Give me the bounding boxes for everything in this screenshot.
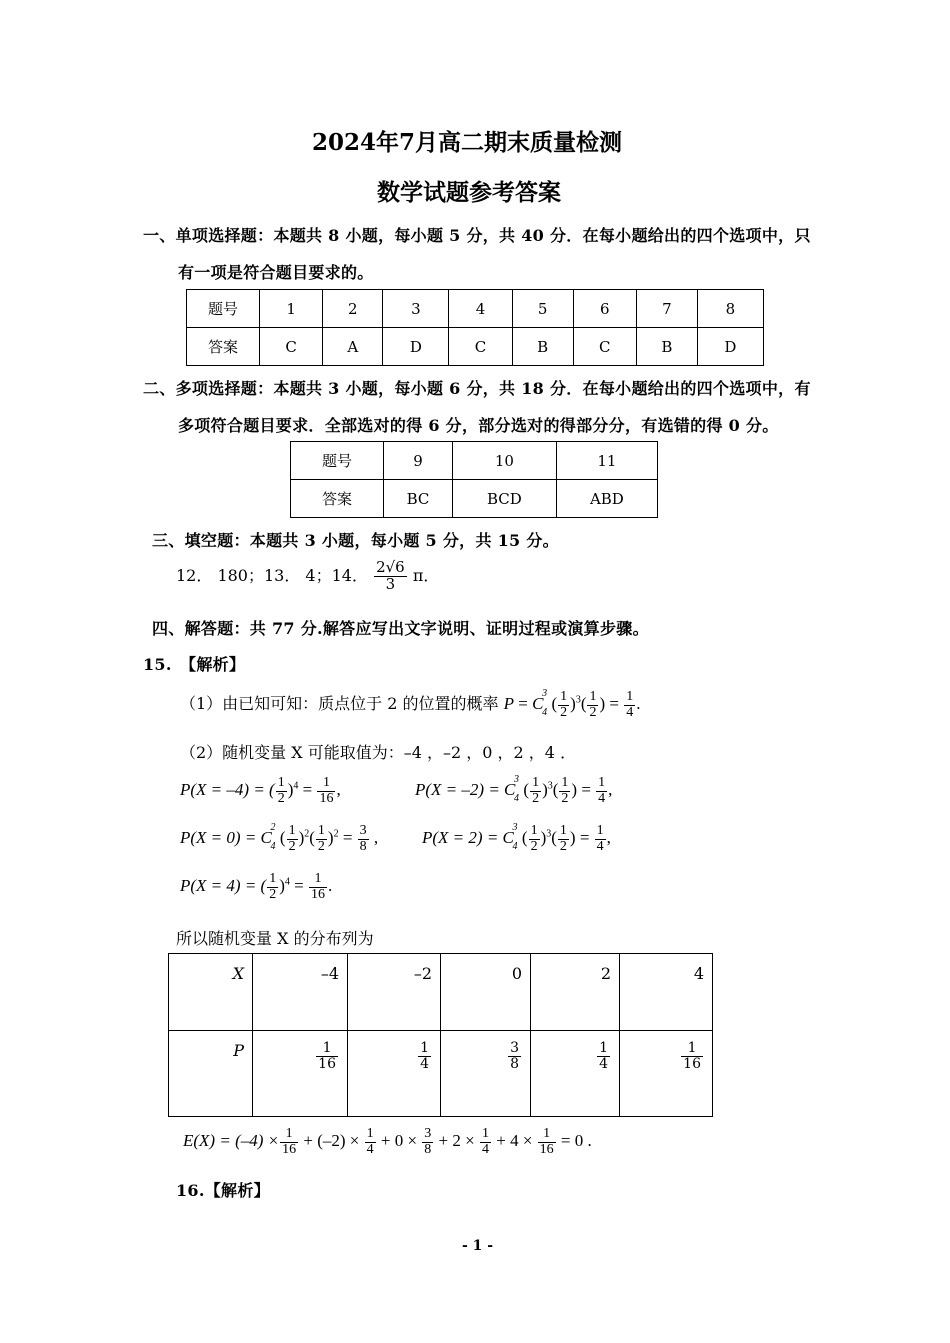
question-number: 2 bbox=[323, 290, 383, 328]
question-number: 4 bbox=[449, 290, 512, 328]
question-number: 6 bbox=[573, 290, 636, 328]
fraction-q14: $\frac{2√6}{3}$ bbox=[376, 558, 405, 593]
eq-p-0: P(X = 0) = C 2 4 ( $\frac{1}{2}$ )$^2$( $\frac{1}{2}$ )$^2$ = $\frac{3}{8}$ , bbox=[180, 822, 379, 854]
x-value: –4 bbox=[253, 954, 348, 1031]
q15-part2: （2）随机变量 X 可能取值为：–4 ，–2 ，0 ，2 ，4 ． bbox=[180, 743, 577, 762]
p-value: $\frac{1}{16}$ bbox=[253, 1031, 348, 1117]
answer-cell: B bbox=[512, 328, 573, 366]
p-value: $\frac{3}{8}$ bbox=[441, 1031, 531, 1117]
answer-cell: D bbox=[697, 328, 763, 366]
eq-p-4: P(X = 4) = ( $\frac{1}{2}$ )$^4$ = $\frac{1}{16}$ . bbox=[180, 871, 333, 902]
answer-cell: C bbox=[260, 328, 323, 366]
answer-cell: B bbox=[636, 328, 697, 366]
section2-heading-line2: 多项符合题目要求．全部选对的得 6 分，部分选对的得部分分，有选错的得 0 分。 bbox=[178, 416, 779, 435]
q16-label: 16.【解析】 bbox=[176, 1181, 270, 1200]
answer-cell: C bbox=[449, 328, 512, 366]
p-value: $\frac{1}{4}$ bbox=[348, 1031, 441, 1117]
p-value: $\frac{1}{4}$ bbox=[531, 1031, 620, 1117]
q15-part1-formula: P = C 3 4 ( $\frac{1}{2}$ )$^3$( $\frac{1}{2}$ ) = $\frac{1}{4}$ . bbox=[503, 688, 641, 720]
question-number: 7 bbox=[636, 290, 697, 328]
section1-heading-line1: 一、单项选择题：本题共 8 小题，每小题 5 分，共 40 分．在每小题给出的四个选项中，只 bbox=[143, 226, 811, 245]
x-value: 4 bbox=[620, 954, 713, 1031]
eq-p-2: P(X = 2) = C 3 4 ( $\frac{1}{2}$ )$^3$( $\frac{1}{2}$ ) = $\frac{1}{4}$ , bbox=[422, 822, 611, 854]
answer-cell: BC bbox=[384, 480, 453, 518]
page-title: 2024年7月高二期末质量检测 bbox=[312, 129, 623, 156]
question-number: 10 bbox=[452, 442, 556, 480]
answers-prefix: 12． 180；13． 4；14． bbox=[176, 565, 368, 585]
answer-cell: C bbox=[573, 328, 636, 366]
question-number: 5 bbox=[512, 290, 573, 328]
answers-suffix: π． bbox=[412, 565, 440, 585]
x-value: –2 bbox=[348, 954, 441, 1031]
page-number: - 1 - bbox=[462, 1238, 494, 1254]
answer-cell: A bbox=[323, 328, 383, 366]
section4-heading: 四、解答题：共 77 分.解答应写出文字说明、证明过程或演算步骤。 bbox=[152, 619, 649, 638]
answer-cell: D bbox=[383, 328, 449, 366]
dist-header-p: P bbox=[169, 1031, 253, 1117]
answer-cell: ABD bbox=[556, 480, 657, 518]
answer-cell: BCD bbox=[452, 480, 556, 518]
q15-part1-text: （1）由已知可知：质点位于 2 的位置的概率 bbox=[180, 694, 499, 714]
eq-p-neg4: P(X = –4) = ( $\frac{1}{2}$ )$^4$ = $\frac{1}{16}$ , bbox=[180, 775, 341, 806]
section2-heading-line1: 二、多项选择题：本题共 3 小题，每小题 6 分，共 18 分．在每小题给出的四个选项中，有 bbox=[143, 379, 811, 398]
distribution-table bbox=[168, 953, 713, 1117]
section3-heading: 三、填空题：本题共 3 小题，每小题 5 分，共 15 分。 bbox=[152, 531, 559, 550]
section1-answer-table bbox=[186, 289, 764, 366]
dist-intro: 所以随机变量 X 的分布列为 bbox=[176, 929, 374, 948]
question-number: 9 bbox=[384, 442, 453, 480]
question-number: 11 bbox=[556, 442, 657, 480]
eq-p-neg2: P(X = –2) = C 3 4 ( $\frac{1}{2}$ )$^3$( $\frac{1}{2}$ ) = $\frac{1}{4}$ , bbox=[415, 774, 613, 806]
question-number: 3 bbox=[383, 290, 449, 328]
table-row-label: 答案 bbox=[291, 480, 384, 518]
x-value: 0 bbox=[441, 954, 531, 1031]
p-value: $\frac{1}{16}$ bbox=[620, 1031, 713, 1117]
q15-part1 bbox=[180, 690, 640, 720]
fill-blank-answers bbox=[176, 560, 439, 593]
table-row-label: 题号 bbox=[187, 290, 260, 328]
x-value: 2 bbox=[531, 954, 620, 1031]
section1-heading-line2: 有一项是符合题目要求的。 bbox=[178, 263, 374, 282]
q15-label: 15. 【解析】 bbox=[143, 655, 246, 674]
page-subtitle: 数学试题参考答案 bbox=[377, 179, 561, 206]
section2-answer-table bbox=[290, 441, 658, 518]
table-row-label: 题号 bbox=[291, 442, 384, 480]
question-number: 8 bbox=[697, 290, 763, 328]
dist-header-x: X bbox=[169, 954, 253, 1031]
expectation-formula: E(X) = (–4) × $\frac{1}{16}$ + (–2) × $\frac{1}{4}$ + 0 × $\frac{3}{8}$ + 2 × $\frac{1}{4}$ + 4 × $\frac{1}{16}$ = 0 . bbox=[183, 1126, 592, 1157]
question-number: 1 bbox=[260, 290, 323, 328]
table-row-label: 答案 bbox=[187, 328, 260, 366]
